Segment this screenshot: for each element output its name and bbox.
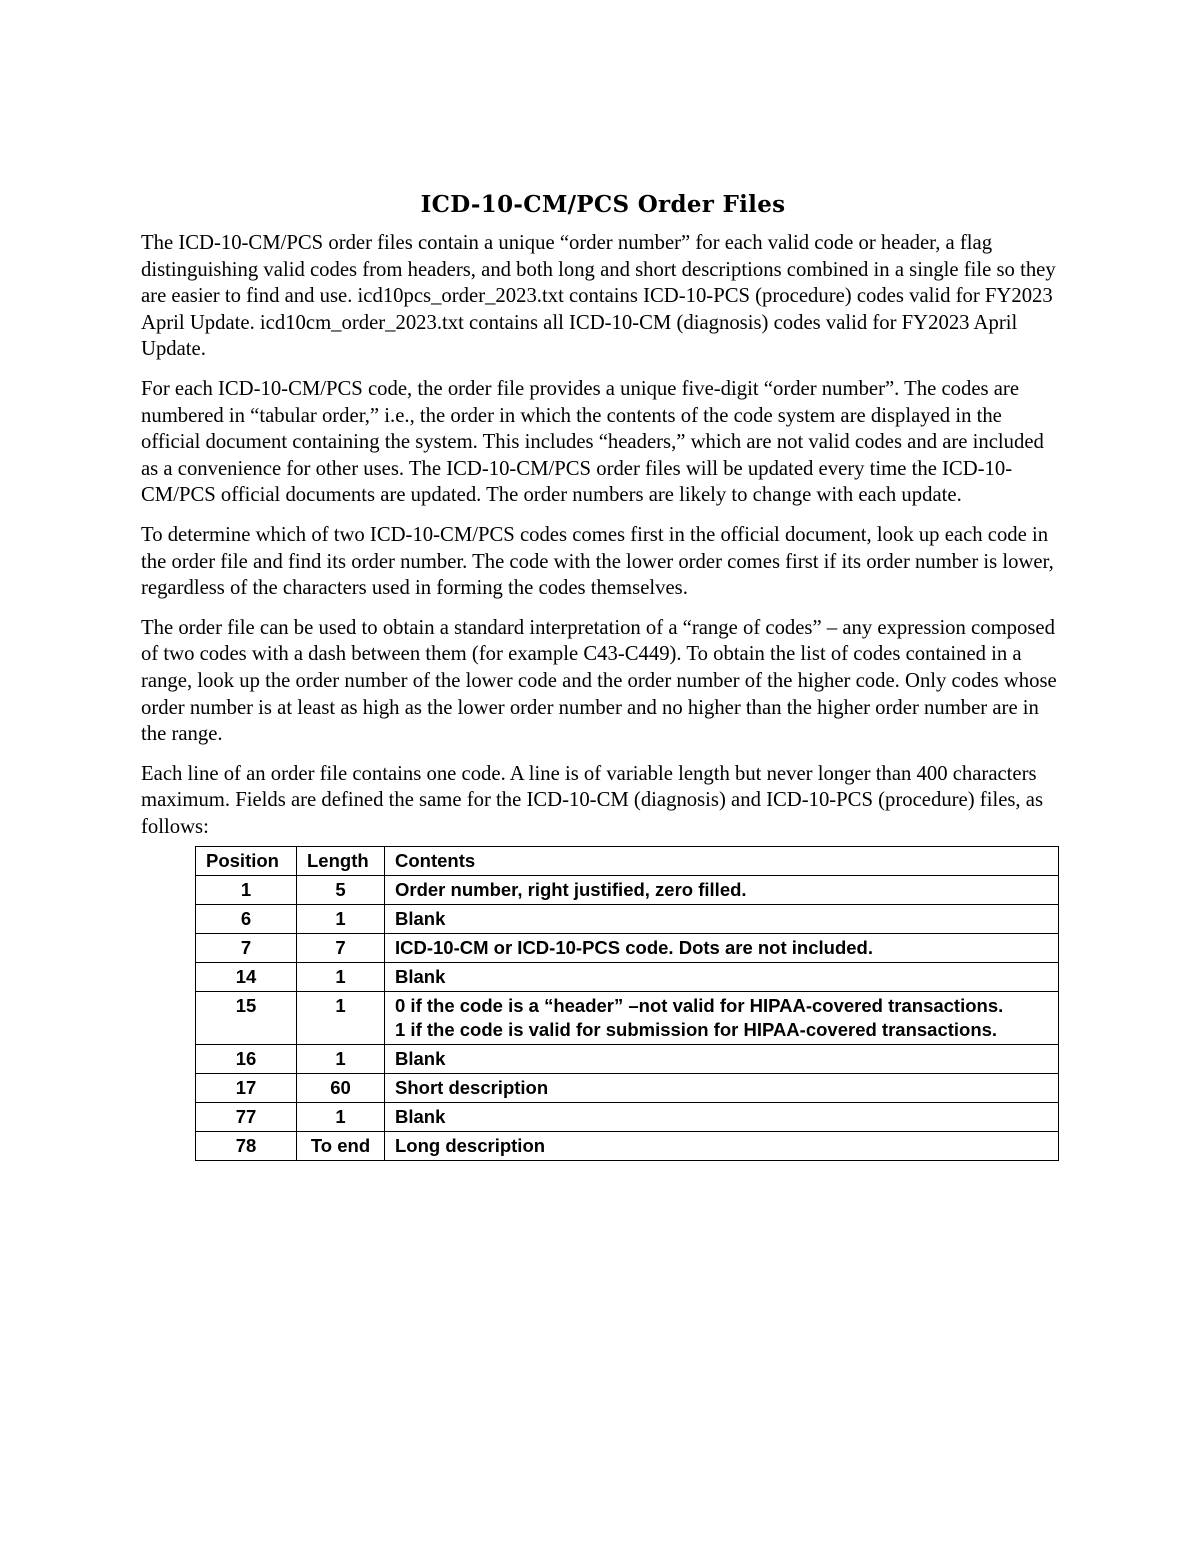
paragraph-compare-codes: To determine which of two ICD-10-CM/PCS codes comes first in the official document, look up each code in the order file and find its order number. The code with the lower order comes first if its order number is lower, regardless of the characters used in forming the codes themselves. (141, 523, 1054, 600)
cell-length: 1 (297, 1045, 385, 1074)
cell-length: 1 (297, 905, 385, 934)
cell-contents-line: Blank (395, 1106, 446, 1128)
cell-position: 6 (196, 905, 297, 934)
cell-contents-line: Short description (395, 1077, 549, 1099)
table-header-row (196, 847, 1059, 876)
table-row (196, 876, 1059, 905)
cell-position: 7 (196, 934, 297, 963)
column-header-contents: Contents (385, 847, 1059, 876)
paragraph-range-of-codes: The order file can be used to obtain a standard interpretation of a “range of codes” – any expression composed of two codes with a dash between them (for example C43-C449). To obtain the list of codes contained in a range, look up the order number of the lower code and the order number of the higher code. Only codes whose order number is at least as high as the lower order number and no higher than the higher order number are in the range. (141, 616, 1057, 746)
table-row (196, 1103, 1059, 1132)
paragraph-intro: The ICD-10-CM/PCS order files contain a unique “order number” for each valid code or header, a flag distinguishing valid codes from headers, and both long and short descriptions combined in a single file so they are easier to find and use. icd10pcs_order_2023.txt contains ICD-10-PCS (procedure) codes valid for FY2023 April Update. icd10cm_order_2023.txt contains all ICD-10-CM (diagnosis) codes valid for FY2023 April Update. (141, 232, 1056, 361)
cell-length: 1 (297, 963, 385, 992)
cell-position: 77 (196, 1103, 297, 1132)
cell-contents (385, 1132, 1059, 1161)
cell-length: 7 (297, 934, 385, 963)
table-row (196, 963, 1059, 992)
cell-position: 15 (196, 992, 297, 1045)
cell-contents (385, 992, 1059, 1045)
cell-contents-line: Blank (395, 1048, 446, 1070)
cell-contents-line: 0 if the code is a “header” –not valid for HIPAA-covered transactions. (395, 995, 1004, 1017)
cell-position: 1 (196, 876, 297, 905)
paragraph-line-format: Each line of an order file contains one code. A line is of variable length but never longer than 400 characters maximum. Fields are defined the same for the ICD-10-CM (diagnosis) and ICD-10-PCS (procedure) files, as follows: (141, 762, 1043, 838)
cell-contents-line: Long description (395, 1135, 546, 1157)
cell-contents-line: Blank (395, 966, 446, 988)
paragraph-order-number: For each ICD-10-CM/PCS code, the order file provides a unique five-digit “order number”. The codes are numbered in “tabular order,” i.e., the order in which the contents of the code system are displayed in the official document containing the system. This includes “headers,” which are not valid codes and are included as a convenience for other uses. The ICD-10-CM/PCS order files will be updated every time the ICD-10-CM/PCS official documents are updated. The order numbers are likely to change with each update. (141, 377, 1044, 507)
cell-contents (385, 934, 1059, 963)
column-header-length: Length (297, 847, 385, 876)
cell-length: 5 (297, 876, 385, 905)
cell-position: 16 (196, 1045, 297, 1074)
column-header-position: Position (196, 847, 297, 876)
cell-length: To end (297, 1132, 385, 1161)
cell-length: 60 (297, 1074, 385, 1103)
table-row (196, 1074, 1059, 1103)
table-row (196, 1045, 1059, 1074)
cell-contents (385, 1074, 1059, 1103)
table-row (196, 934, 1059, 963)
cell-contents (385, 963, 1059, 992)
cell-contents (385, 1103, 1059, 1132)
table-row (196, 1132, 1059, 1161)
cell-contents (385, 876, 1059, 905)
cell-length: 1 (297, 1103, 385, 1132)
cell-contents-line: ICD-10-CM or ICD-10-PCS code. Dots are not included. (395, 937, 873, 959)
cell-position: 14 (196, 963, 297, 992)
cell-contents-line: 1 if the code is valid for submission for HIPAA-covered transactions. (395, 1019, 998, 1041)
field-layout-table (195, 846, 1059, 1161)
cell-length: 1 (297, 992, 385, 1045)
table-row (196, 905, 1059, 934)
page-title: ICD-10-CM/PCS Order Files (420, 191, 786, 218)
cell-position: 78 (196, 1132, 297, 1161)
cell-contents-line: Order number, right justified, zero filled. (395, 879, 747, 901)
document-page (141, 190, 1065, 1161)
table-row (196, 992, 1059, 1045)
cell-contents (385, 1045, 1059, 1074)
cell-position: 17 (196, 1074, 297, 1103)
cell-contents (385, 905, 1059, 934)
cell-contents-line: Blank (395, 908, 446, 930)
